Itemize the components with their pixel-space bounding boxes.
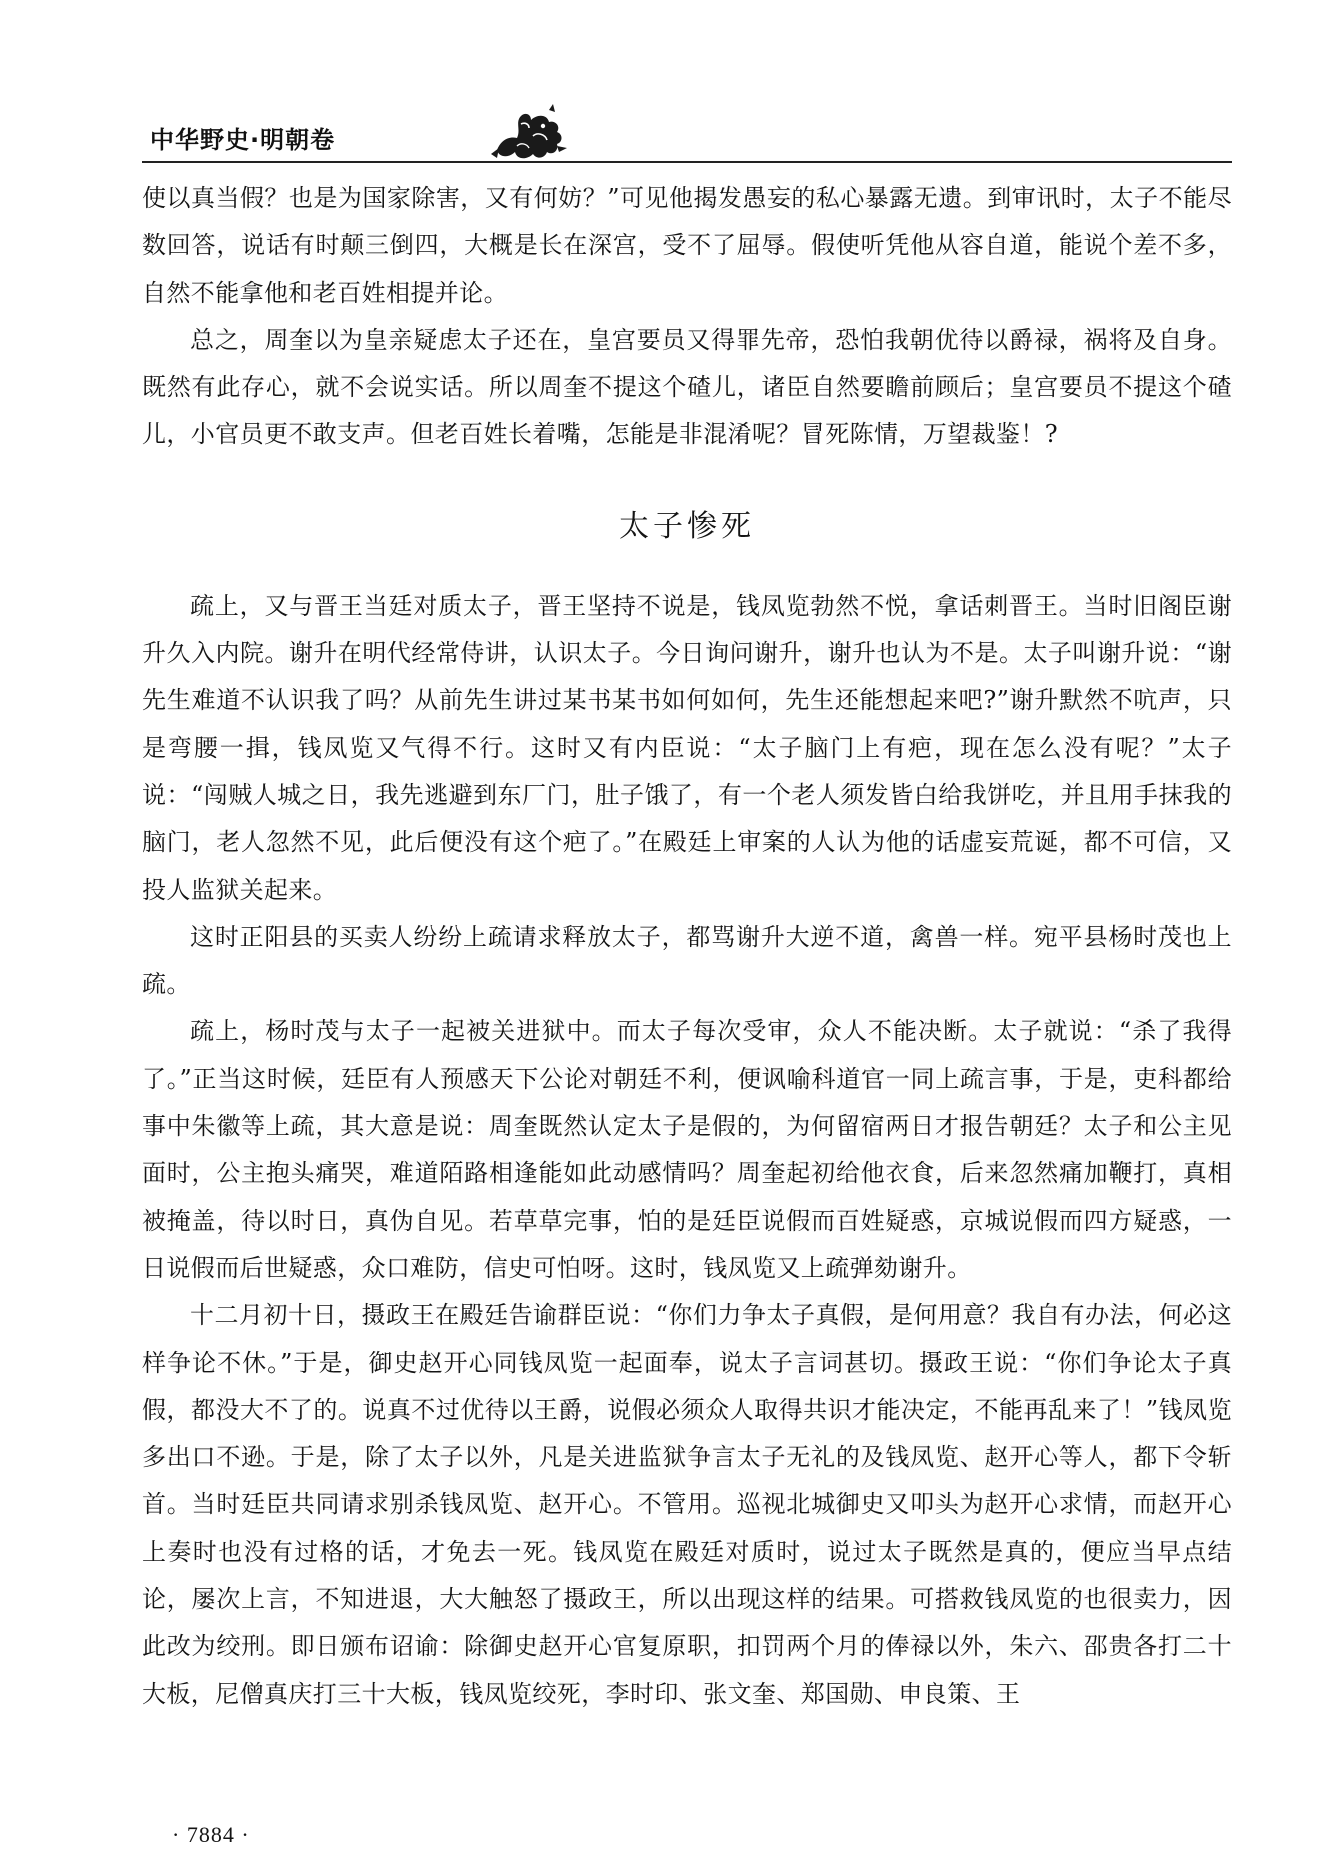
header-rule: [142, 161, 1232, 163]
paragraph: 疏上，又与晋王当廷对质太子，晋王坚持不说是，钱凤览勃然不悦，拿话刺晋王。当时旧阁臣谢升久入内院。谢升在明代经常侍讲，认识太子。今日询问谢升，谢升也认为不是。太子叫谢升说：“谢先生难道不认识我了吗？从前先生讲过某书某书如何如何，先生还能想起来吧?”谢升默然不吭声，只是弯腰一揖，钱凤览又气得不行。这时又有内臣说：“太子脑门上有疤，现在怎么没有呢？”太子说：“闯贼人城之日，我先逃避到东厂门，肚子饿了，有一个老人须发皆白给我饼吃，并且用手抹我的脑门，老人忽然不见，此后便没有这个疤了。”在殿廷上审案的人认为他的话虚妄荒诞，都不可信，又投人监狱关起来。: [142, 591, 1232, 904]
dragon-emblem-icon: [487, 102, 569, 164]
paragraph: 这时正阳县的买卖人纷纷上疏请求释放太子，都骂谢升大逆不道，禽兽一样。宛平县杨时茂也上疏。: [142, 922, 1232, 999]
page-body: [142, 175, 1232, 1718]
paragraph: 总之，周奎以为皇亲疑虑太子还在，皇宫要员又得罪先帝，恐怕我朝优待以爵禄，祸将及自身。既然有此存心，就不会说实话。所以周奎不提这个碴儿，诸臣自然要瞻前顾后；皇宫要员不提这个碴儿，小官员更不敢支声。但老百姓长着嘴，怎能是非混淆呢？冒死陈情，万望裁鉴！?: [142, 325, 1232, 449]
paragraph: 十二月初十日，摄政王在殿廷告谕群臣说：“你们力争太子真假，是何用意？我自有办法，何必这样争论不休。”于是，御史赵开心同钱凤览一起面奉，说太子言词甚切。摄政王说：“你们争论太子真假，都没大不了的。说真不过优待以王爵，说假必须众人取得共识才能决定，不能再乱来了！”钱凤览多出口不逊。于是，除了太子以外，凡是关进监狱争言太子无礼的及钱凤览、赵开心等人，都下令斩首。当时廷臣共同请求别杀钱凤览、赵开心。不管用。巡视北城御史又叩头为赵开心求情，而赵开心上奏时也没有过格的话，才免去一死。钱凤览在殿廷对质时，说过太子既然是真的，便应当早点结论，屡次上言，不知进退，大大触怒了摄政王，所以出现这样的结果。可搭救钱凤览的也很卖力，因此改为绞刑。即日颁布诏谕：除御史赵开心官复原职，扣罚两个月的俸禄以外，朱六、邵贵各打二十大板，尼僧真庆打三十大板，钱凤览绞死，李时印、张文奎、郑国勋、申良策、王: [142, 1301, 1232, 1708]
paragraph: 使以真当假？也是为国家除害，又有何妨？”可见他揭发愚妄的私心暴露无遗。到审讯时，太子不能尽数回答，说话有时颠三倒四，大概是长在深宫，受不了屈辱。假使听凭他从容自道，能说个差不多，自然不能拿他和老百姓相提并论。: [142, 184, 1232, 307]
running-header: [142, 112, 1232, 162]
page-number: · 7884 ·: [172, 1822, 250, 1847]
paragraph: 疏上，杨时茂与太子一起被关进狱中。而太子每次受审，众人不能决断。太子就说：“杀了我得了。”正当这时候，廷臣有人预感天下公论对朝廷不利，便讽喻科道官一同上疏言事，于是，吏科都给事中朱徽等上疏，其大意是说：周奎既然认定太子是假的，为何留宿两日才报告朝廷？太子和公主见面时，公主抱头痛哭，难道陌路相逢能如此动感情吗？周奎起初给他衣食，后来忽然痛加鞭打，真相被掩盖，待以时日，真伪自见。若草草完事，怕的是廷臣说假而百姓疑惑，京城说假而四方疑惑，一日说假而后世疑惑，众口难防，信史可怕呀。这时，钱凤览又上疏弹劾谢升。: [142, 1017, 1232, 1282]
section-title: 太子惨死: [619, 508, 755, 544]
book-title: 中华野史·明朝卷: [150, 126, 336, 154]
